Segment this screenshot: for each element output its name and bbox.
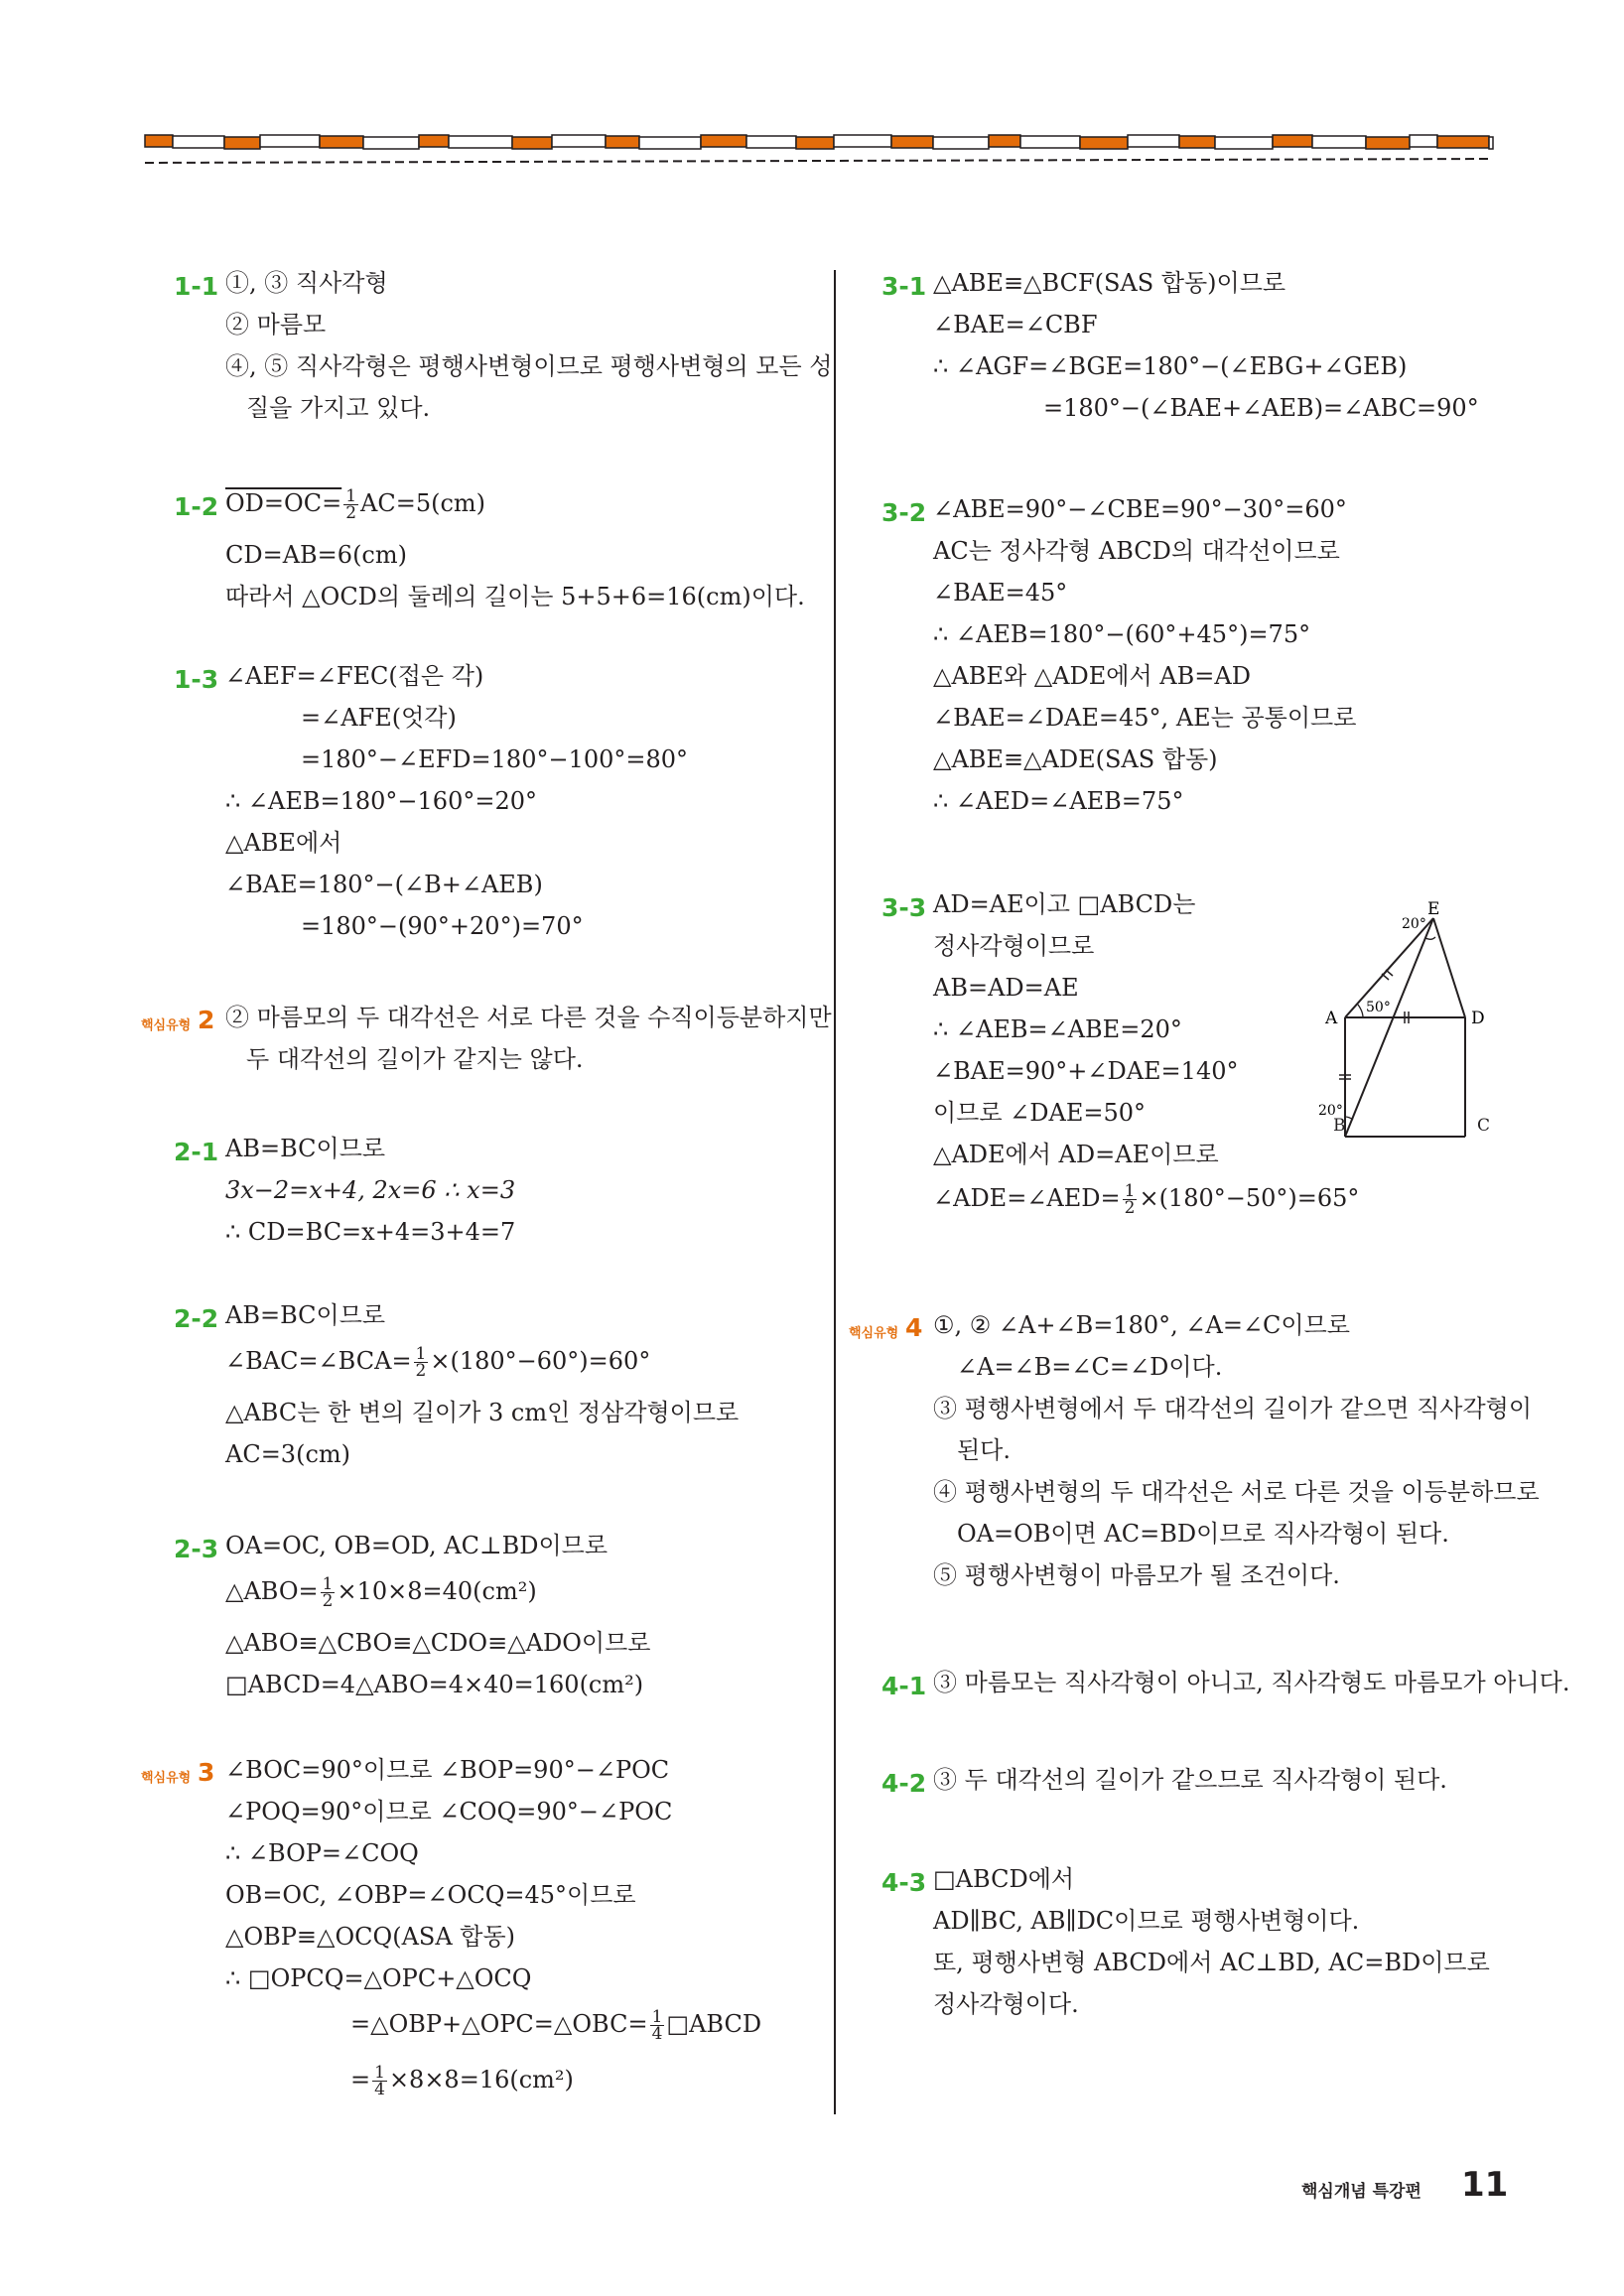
banner-segment bbox=[1179, 136, 1215, 148]
text-line: ∠BAE=∠CBF bbox=[933, 311, 1098, 338]
text-line: CD=AB=6(cm) bbox=[225, 541, 407, 569]
banner-segment bbox=[989, 135, 1020, 147]
numerator: 1 bbox=[322, 1574, 334, 1594]
text-line: ∴ ∠AED=∠AEB=75° bbox=[933, 787, 1184, 815]
fraction bbox=[343, 488, 358, 521]
text-line: ∠POQ=90°이므로 ∠COQ=90°−∠POC bbox=[225, 1798, 673, 1825]
text-line: 3x−2=x+4, 2x=6 ∴ x=3 bbox=[225, 1176, 516, 1204]
problem-number: 2-2 bbox=[174, 1304, 219, 1333]
numerator: 1 bbox=[345, 486, 357, 506]
problem-number: 4-1 bbox=[881, 1672, 927, 1700]
numerator: 1 bbox=[651, 2007, 663, 2027]
text-line: △ABE≡△BCF(SAS 합동)이므로 bbox=[933, 269, 1286, 297]
text-line: ∴ ∠AEB=180°−(60°+45°)=75° bbox=[933, 620, 1311, 648]
text-line: 질을 가지고 있다. bbox=[246, 394, 431, 422]
text-line: 정사각형이다. bbox=[933, 1990, 1079, 2018]
banner-segment bbox=[746, 136, 796, 148]
banner-segment bbox=[1273, 135, 1312, 147]
banner-segment bbox=[552, 135, 606, 147]
text-line: △ABO= bbox=[225, 1577, 319, 1605]
vertex-label-a: A bbox=[1325, 1009, 1338, 1028]
text-line: ③ 두 대각선의 길이가 같으므로 직사각형이 된다. bbox=[933, 1766, 1447, 1794]
denominator: 2 bbox=[322, 1591, 334, 1611]
text-line: △ABE≡△ADE(SAS 합동) bbox=[933, 745, 1218, 773]
text-line: AC=3(cm) bbox=[225, 1440, 350, 1468]
denominator: 2 bbox=[415, 1361, 427, 1381]
text-line: 이므로 ∠DAE=50° bbox=[933, 1099, 1147, 1127]
text-line: AB=AD=AE bbox=[933, 974, 1079, 1002]
equation-line bbox=[225, 488, 485, 521]
text-line: ∴ ∠BOP=∠COQ bbox=[225, 1839, 419, 1867]
text-line: △ABE와 △ADE에서 AB=AD bbox=[933, 662, 1251, 690]
banner-segment bbox=[639, 137, 701, 149]
banner-segment bbox=[933, 137, 989, 149]
banner-segment bbox=[1020, 136, 1080, 148]
text-line: ③ 평행사변형에서 두 대각선의 길이가 같으면 직사각형이 bbox=[933, 1395, 1533, 1422]
numerator: 1 bbox=[415, 1344, 427, 1364]
fraction bbox=[414, 1346, 429, 1379]
text-line: □ABCD에서 bbox=[933, 1865, 1075, 1893]
column-divider bbox=[834, 270, 836, 2114]
text-line: ⑤ 평행사변형이 마름모가 될 조건이다. bbox=[933, 1561, 1340, 1589]
text-line: ∴ ∠AEB=∠ABE=20° bbox=[933, 1015, 1182, 1043]
problem-number: 3 bbox=[198, 1758, 215, 1787]
text-line: OA=OB이면 AC=BD이므로 직사각형이 된다. bbox=[957, 1520, 1449, 1548]
text-line: ④ 평행사변형의 두 대각선은 서로 다른 것을 이등분하므로 bbox=[933, 1478, 1540, 1506]
problem-number: 3-1 bbox=[881, 272, 927, 301]
angle-arc bbox=[1358, 1005, 1363, 1017]
text-line: AB=BC이므로 bbox=[225, 1301, 386, 1329]
square-triangle-figure bbox=[1318, 888, 1511, 1137]
banner-segment bbox=[173, 136, 224, 148]
text-line: = bbox=[350, 2066, 371, 2093]
equation-line bbox=[225, 1346, 650, 1379]
problem-number: 3-3 bbox=[881, 893, 927, 922]
text-line: OD=OC= bbox=[225, 489, 342, 517]
text-line: ∠ADE=∠AED= bbox=[933, 1184, 1121, 1212]
banner-segment bbox=[419, 135, 449, 147]
numerator: 1 bbox=[374, 2063, 385, 2083]
text-line: ∠ABE=90°−∠CBE=90°−30°=60° bbox=[933, 495, 1347, 523]
banner-segment bbox=[1489, 137, 1493, 149]
text-line: ×(180°−50°)=65° bbox=[1139, 1184, 1360, 1212]
equation-line bbox=[933, 1183, 1359, 1216]
banner-segment bbox=[606, 136, 639, 148]
text-line: ③ 마름모는 직사각형이 아니고, 직사각형도 마름모가 아니다. bbox=[933, 1669, 1570, 1696]
text-line: OA=OC, OB=OD, AC⊥BD이므로 bbox=[225, 1532, 608, 1559]
text-line: =180°−(90°+20°)=70° bbox=[301, 912, 584, 940]
text-line: ∴ ∠AGF=∠BGE=180°−(∠EBG+∠GEB) bbox=[933, 352, 1408, 380]
top-decorative-banner bbox=[145, 129, 1493, 169]
fraction bbox=[372, 2065, 387, 2097]
tick-mark bbox=[1386, 970, 1393, 976]
text-line: AC는 정사각형 ABCD의 대각선이므로 bbox=[933, 537, 1340, 565]
vertex-label-e: E bbox=[1427, 899, 1440, 919]
numerator: 1 bbox=[1124, 1181, 1136, 1201]
problem-number: 4 bbox=[905, 1313, 923, 1342]
banner-segment bbox=[363, 137, 419, 149]
text-line: □ABCD=4△ABO=4×40=160(cm²) bbox=[225, 1671, 644, 1698]
fraction bbox=[650, 2009, 665, 2042]
text-line: △ABC는 한 변의 길이가 3 cm인 정삼각형이므로 bbox=[225, 1399, 740, 1426]
denominator: 2 bbox=[345, 503, 357, 523]
text-line: △ABO≡△CBO≡△CDO≡△ADO이므로 bbox=[225, 1629, 651, 1657]
text-line: ∠BAC=∠BCA= bbox=[225, 1347, 412, 1375]
angle-label: 50° bbox=[1366, 1000, 1391, 1015]
problem-number: 4-2 bbox=[881, 1769, 927, 1798]
angle-label: 20° bbox=[1318, 1103, 1343, 1119]
denominator: 4 bbox=[651, 2024, 663, 2044]
problem-number: 2-1 bbox=[174, 1138, 219, 1166]
text-line: 따라서 △OCD의 둘레의 길이는 5+5+6=16(cm)이다. bbox=[225, 583, 805, 610]
text-line: ①, ③ 직사각형 bbox=[225, 269, 388, 297]
text-line: =180°−∠EFD=180°−100°=80° bbox=[301, 745, 689, 773]
text-line: 정사각형이므로 bbox=[933, 932, 1095, 960]
problem-number: 2-3 bbox=[174, 1535, 219, 1563]
text-line: =∠AFE(엇각) bbox=[301, 704, 457, 732]
segment-be bbox=[1345, 918, 1433, 1137]
banner-segment bbox=[224, 137, 260, 149]
banner-segment bbox=[1128, 135, 1179, 147]
vertex-label-b: B bbox=[1333, 1116, 1346, 1136]
equation-line bbox=[225, 1576, 537, 1609]
denominator: 4 bbox=[374, 2080, 385, 2099]
vertex-label-c: C bbox=[1477, 1116, 1491, 1136]
text-line: AD=AE이고 □ABCD는 bbox=[933, 890, 1196, 918]
problem-number: 1-3 bbox=[174, 665, 219, 694]
problem-number: 2 bbox=[198, 1006, 215, 1034]
text-line: △ABE에서 bbox=[225, 829, 342, 857]
problem-number: 4-3 bbox=[881, 1868, 927, 1897]
text-line: AB=BC이므로 bbox=[225, 1135, 386, 1162]
banner-segment bbox=[1080, 137, 1128, 149]
text-line: △ADE에서 AD=AE이므로 bbox=[933, 1141, 1219, 1168]
text-line: ∠BAE=180°−(∠B+∠AEB) bbox=[225, 871, 543, 898]
banner-segment bbox=[449, 136, 512, 148]
text-line: ∴ CD=BC=x+4=3+4=7 bbox=[225, 1218, 516, 1246]
page-number: 11 bbox=[1461, 2165, 1509, 2205]
text-line: ×10×8=40(cm²) bbox=[337, 1577, 537, 1605]
problem-number: 1-2 bbox=[174, 492, 219, 521]
banner-segment bbox=[796, 137, 834, 149]
angle-label: 20° bbox=[1402, 916, 1426, 932]
text-line: AD∥BC, AB∥DC이므로 평행사변형이다. bbox=[933, 1907, 1360, 1935]
banner-segment bbox=[1215, 137, 1273, 149]
equation-line bbox=[350, 2065, 574, 2097]
banner-segment bbox=[1312, 136, 1366, 148]
equation-line bbox=[350, 2009, 761, 2042]
text-line: □ABCD bbox=[666, 2010, 762, 2038]
fraction bbox=[1123, 1183, 1138, 1216]
segment-ed bbox=[1433, 918, 1465, 1017]
problem-number: 1-1 bbox=[174, 272, 219, 301]
text-line: ×(180°−60°)=60° bbox=[430, 1347, 651, 1375]
banner-segment bbox=[320, 136, 363, 148]
text-line: OB=OC, ∠OBP=∠OCQ=45°이므로 bbox=[225, 1881, 636, 1909]
text-line: ② 마름모 bbox=[225, 311, 327, 338]
text-line: ∴ □OPCQ=△OPC+△OCQ bbox=[225, 1964, 532, 1992]
fraction bbox=[321, 1576, 336, 1609]
text-line: ∠BAE=45° bbox=[933, 579, 1068, 607]
banner-segment bbox=[512, 137, 552, 149]
core-type-label: 핵심유형 bbox=[141, 1018, 192, 1033]
banner-segment bbox=[1437, 136, 1489, 148]
tick-mark bbox=[1382, 974, 1389, 980]
core-type-label: 핵심유형 bbox=[141, 1771, 192, 1786]
text-line: =△OBP+△OPC=△OBC= bbox=[350, 2010, 648, 2038]
text-line: 된다. bbox=[957, 1436, 1011, 1464]
text-line: △OBP≡△OCQ(ASA 합동) bbox=[225, 1923, 516, 1951]
text-line: ④, ⑤ 직사각형은 평행사변형이므로 평행사변형의 모든 성 bbox=[225, 352, 833, 380]
text-line: ∠BOC=90°이므로 ∠BOP=90°−∠POC bbox=[225, 1756, 670, 1784]
banner-segment bbox=[701, 135, 746, 147]
core-type-label: 핵심유형 bbox=[849, 1326, 899, 1341]
text-line: 두 대각선의 길이가 같지는 않다. bbox=[246, 1045, 584, 1073]
text-line: ①, ② ∠A+∠B=180°, ∠A=∠C이므로 bbox=[933, 1311, 1350, 1339]
text-line: ∠BAE=90°+∠DAE=140° bbox=[933, 1057, 1239, 1085]
text-line: ∠A=∠B=∠C=∠D이다. bbox=[957, 1353, 1223, 1381]
denominator: 2 bbox=[1124, 1198, 1136, 1218]
banner-segment bbox=[260, 135, 320, 147]
problem-number: 3-2 bbox=[881, 498, 927, 527]
text-line: =180°−(∠BAE+∠AEB)=∠ABC=90° bbox=[1043, 394, 1479, 422]
text-line: ∠AEF=∠FEC(접은 각) bbox=[225, 662, 484, 690]
angle-arc bbox=[1345, 1117, 1353, 1120]
footer-book-title: 핵심개념 특강편 bbox=[1301, 2182, 1421, 2202]
text-line: ∠BAE=∠DAE=45°, AE는 공통이므로 bbox=[933, 704, 1357, 732]
text-line: 또, 평행사변형 ABCD에서 AC⊥BD, AC=BD이므로 bbox=[933, 1949, 1490, 1976]
text-line: ×8×8=16(cm²) bbox=[388, 2066, 574, 2093]
vertex-label-d: D bbox=[1471, 1009, 1485, 1028]
banner-segment bbox=[1366, 137, 1410, 149]
angle-arc bbox=[1425, 937, 1435, 939]
banner-segment bbox=[891, 136, 933, 148]
text-line: ∴ ∠AEB=180°−160°=20° bbox=[225, 787, 537, 815]
banner-segment bbox=[145, 135, 173, 147]
text-line: AC=5(cm) bbox=[360, 489, 486, 517]
banner-segment bbox=[1410, 135, 1437, 147]
text-line: ② 마름모의 두 대각선은 서로 다른 것을 수직이등분하지만 bbox=[225, 1004, 832, 1031]
banner-segment bbox=[834, 135, 891, 147]
